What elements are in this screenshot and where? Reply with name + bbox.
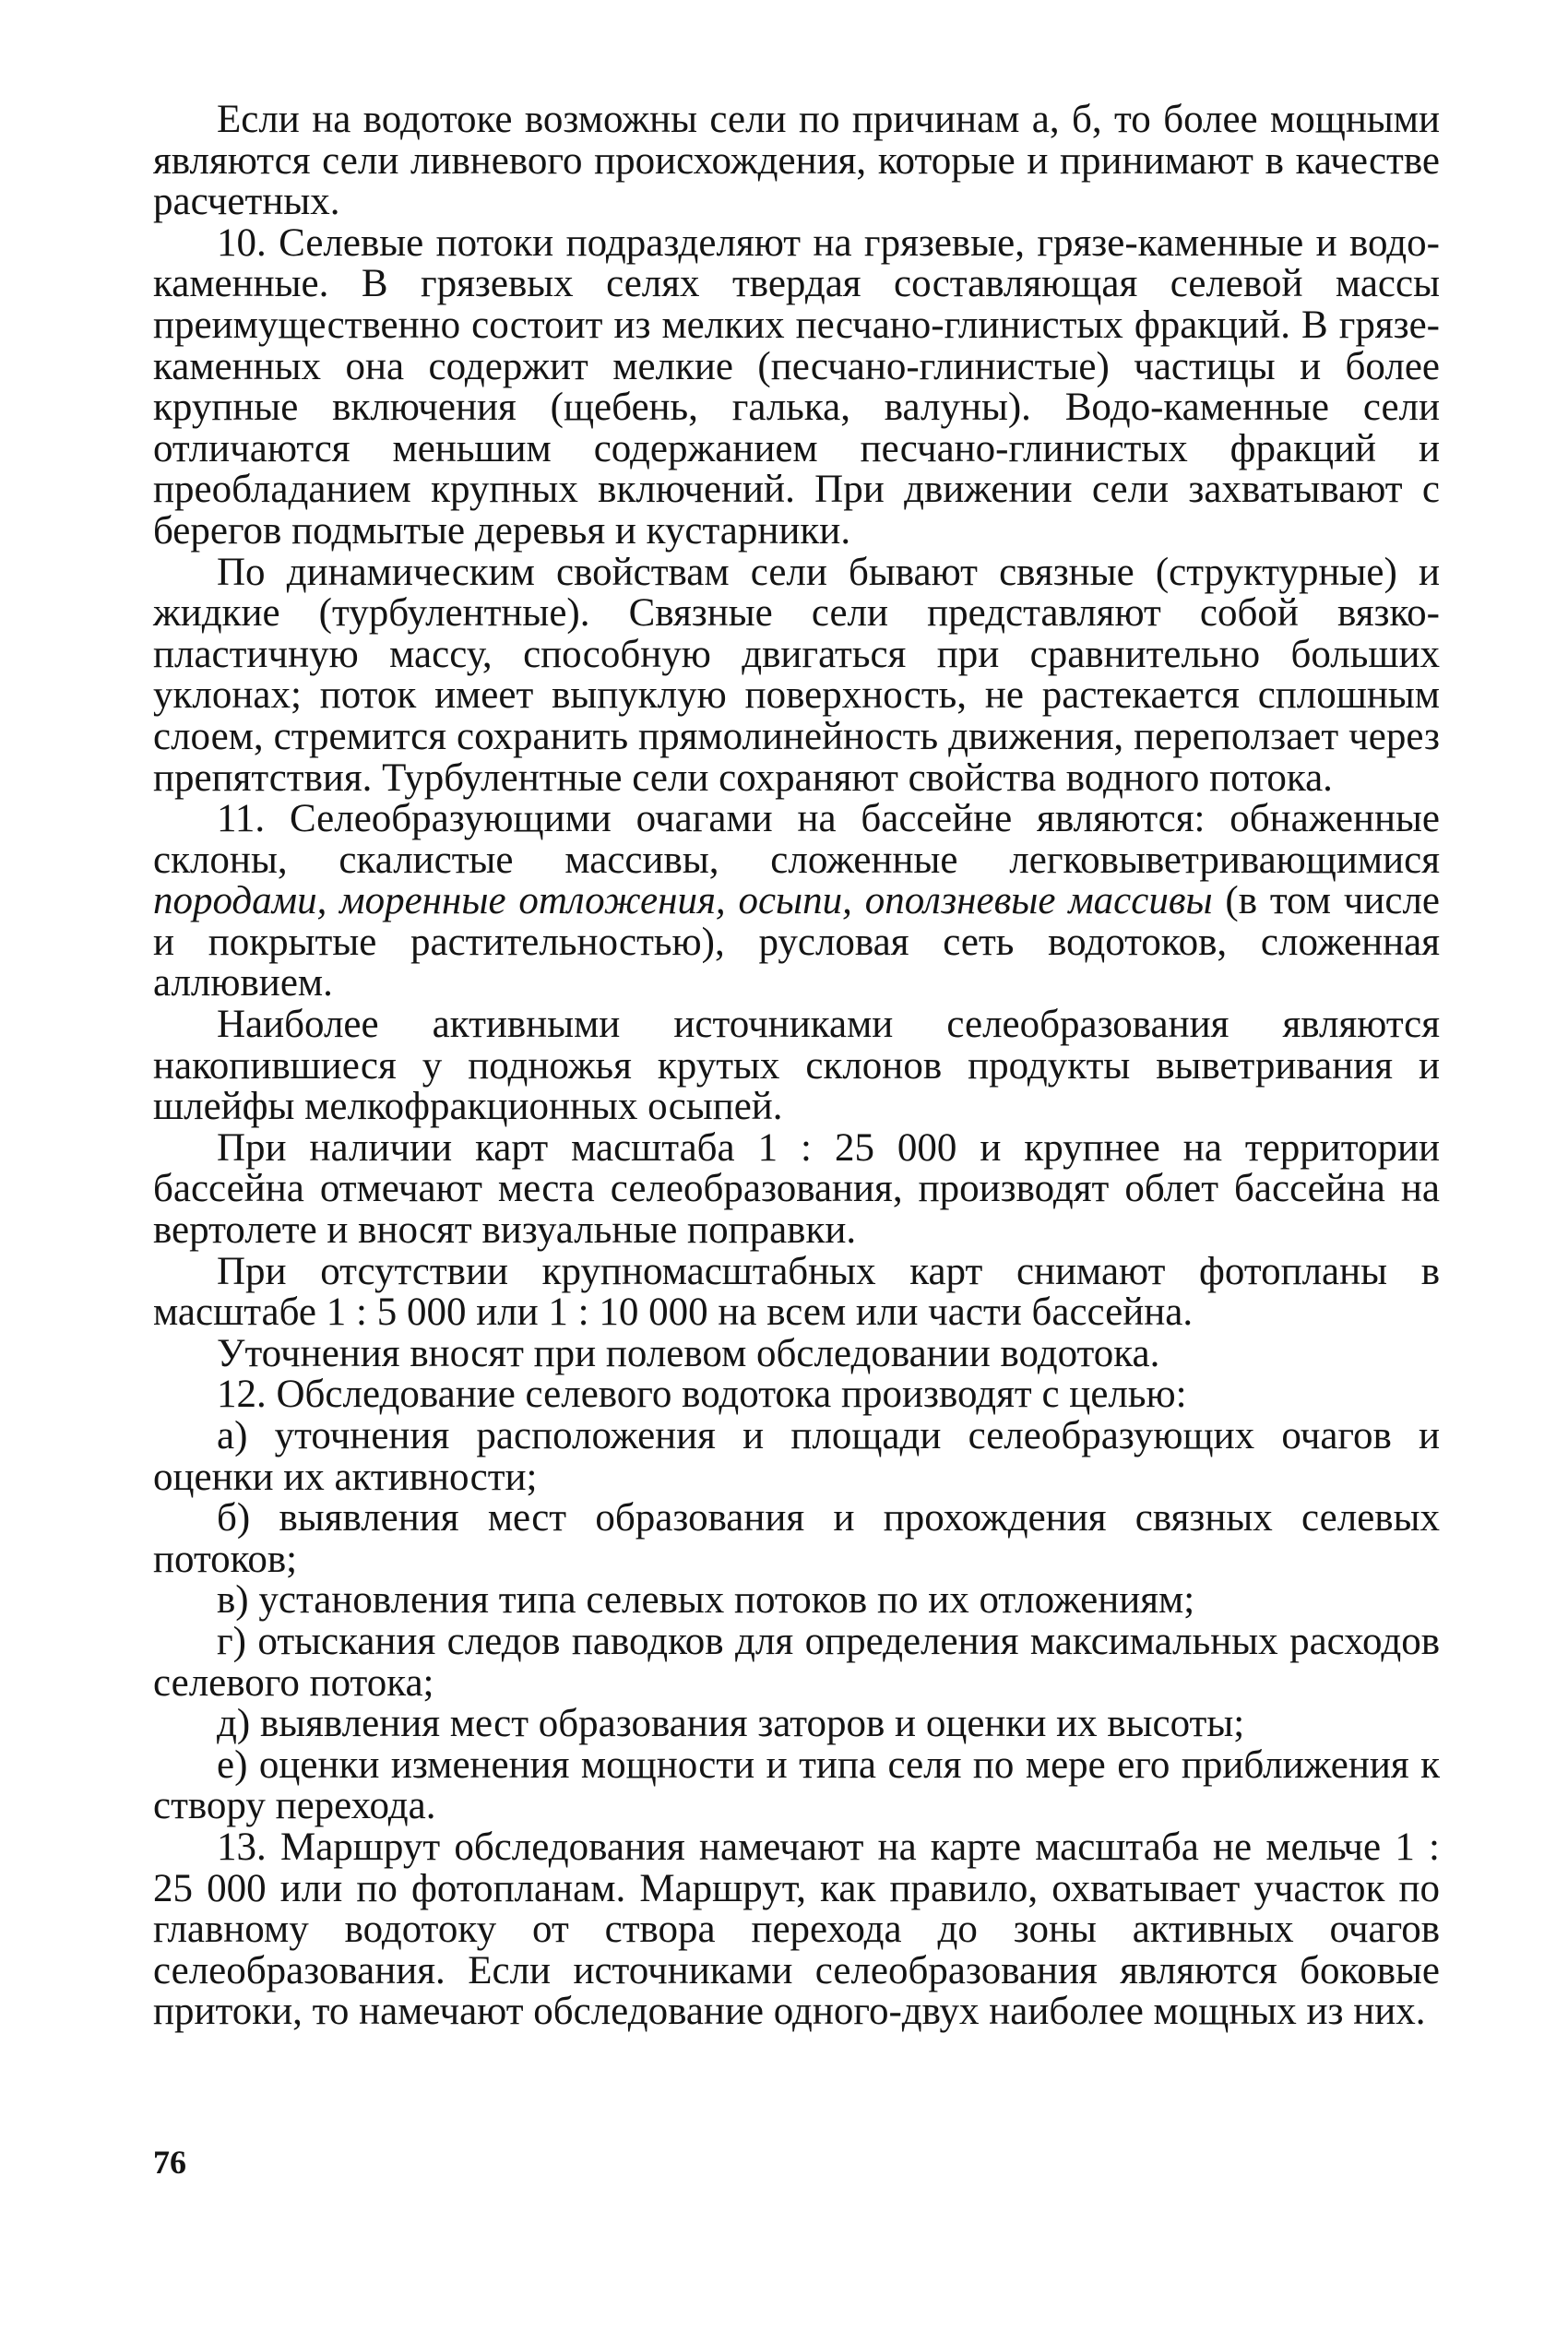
list-item-d: д) выявления мест образования заторов и оценки их высоты; — [217, 1702, 1245, 1746]
paragraph-11-italic: породами, моренные отложения, осыпи, оползневые массивы — [153, 879, 1213, 923]
paragraph-dynamic-properties: По динамическим свойствам сели бывают связные (структурные) и жидкие (турбулентные). Связные сели представляют собой вязко-пластичную массу, способную двигаться при сравнительно больших уклонах; поток имеет выпуклую поверхность, не растекается сплошным слоем, стремится сохранить прямолинейность движения, переползает через препятствия. Турбулентные сели сохраняют свойства водного потока. — [153, 550, 1440, 800]
paragraph-13: 13. Маршрут обследования намечают на карте масштаба не мельче 1 : 25 000 или по фотопланам. Маршрут, как правило, охватывает участок по главному водотоку от створа перехода до зоны активных очагов селеобразования. Если источниками селеобразования являются боковые притоки, то намечают обследование одного-двух наиболее мощных из них. — [153, 1825, 1440, 2034]
body-text — [153, 100, 1440, 2033]
list-item-b: б) выявления мест образования и прохождения связных селевых потоков; — [153, 1496, 1440, 1581]
paragraph-11-end: (в том числе и покрытые растительностью), русловая сеть водотоков, сложенная аллювием. — [153, 879, 1440, 1005]
list-item-v: в) установления типа селевых потоков по их отложениям; — [217, 1578, 1195, 1623]
paragraph-photoplans: При отсутствии крупномасштабных карт снимают фотопланы в масштабе 1 : 5 000 или 1 : 10 000 на всем или части бассейна. — [153, 1249, 1440, 1335]
paragraph-refinement: Уточнения вносят при полевом обследовании водотока. — [217, 1331, 1160, 1375]
paragraph-maps: При наличии карт масштаба 1 : 25 000 и крупнее на территории бассейна отмечают места селеобразования, производят облет бассейна на вертолете и вносят визуальные поправки. — [153, 1125, 1440, 1253]
paragraph-10: 10. Селевые потоки подразделяют на грязевые, грязе-каменные и водо-каменные. В грязевых селях твердая составляющая селевой массы преимущественно состоит из мелких песчано-глинистых фракций. В грязе-каменных она содержит мелкие (песчано-глинистые) частицы и более крупные включения (щебень, галька, валуны). Водо-каменные сели отличаются меньшим содержанием песчано-глинистых фракций и преобладанием крупных включений. При движении сели захватывают с берегов подмытые деревья и кустарники. — [153, 220, 1440, 553]
list-item-e: е) оценки изменения мощности и типа селя по мере его приближения к створу перехода. — [153, 1742, 1440, 1828]
paragraph-active-sources: Наиболее активными источниками селеобразования являются накопившиеся у подножья крутых склонов продукты выветривания и шлейфы мелкофракционных осыпей. — [153, 1003, 1440, 1129]
paragraph-11 — [153, 799, 1440, 1005]
list-item-a: а) уточнения расположения и площади селеобразующих очагов и оценки их активности; — [153, 1414, 1440, 1499]
paragraph: Если на водотоке возможны сели по причинам а, б, то более мощными являются сели ливневого происхождения, которые и принимают в качестве расчетных. — [153, 98, 1440, 224]
list-item-g: г) отыскания следов паводков для определения максимальных расходов селевого потока; — [153, 1619, 1440, 1705]
page-number: 76 — [153, 2144, 186, 2181]
paragraph-11-start: 11. Селеобразующими очагами на бассейне являются: обнаженные склоны, скалистые массивы, сложенные легковыветривающимися — [153, 797, 1440, 882]
paragraph-12: 12. Обследование селевого водотока производят с целью: — [217, 1373, 1187, 1417]
